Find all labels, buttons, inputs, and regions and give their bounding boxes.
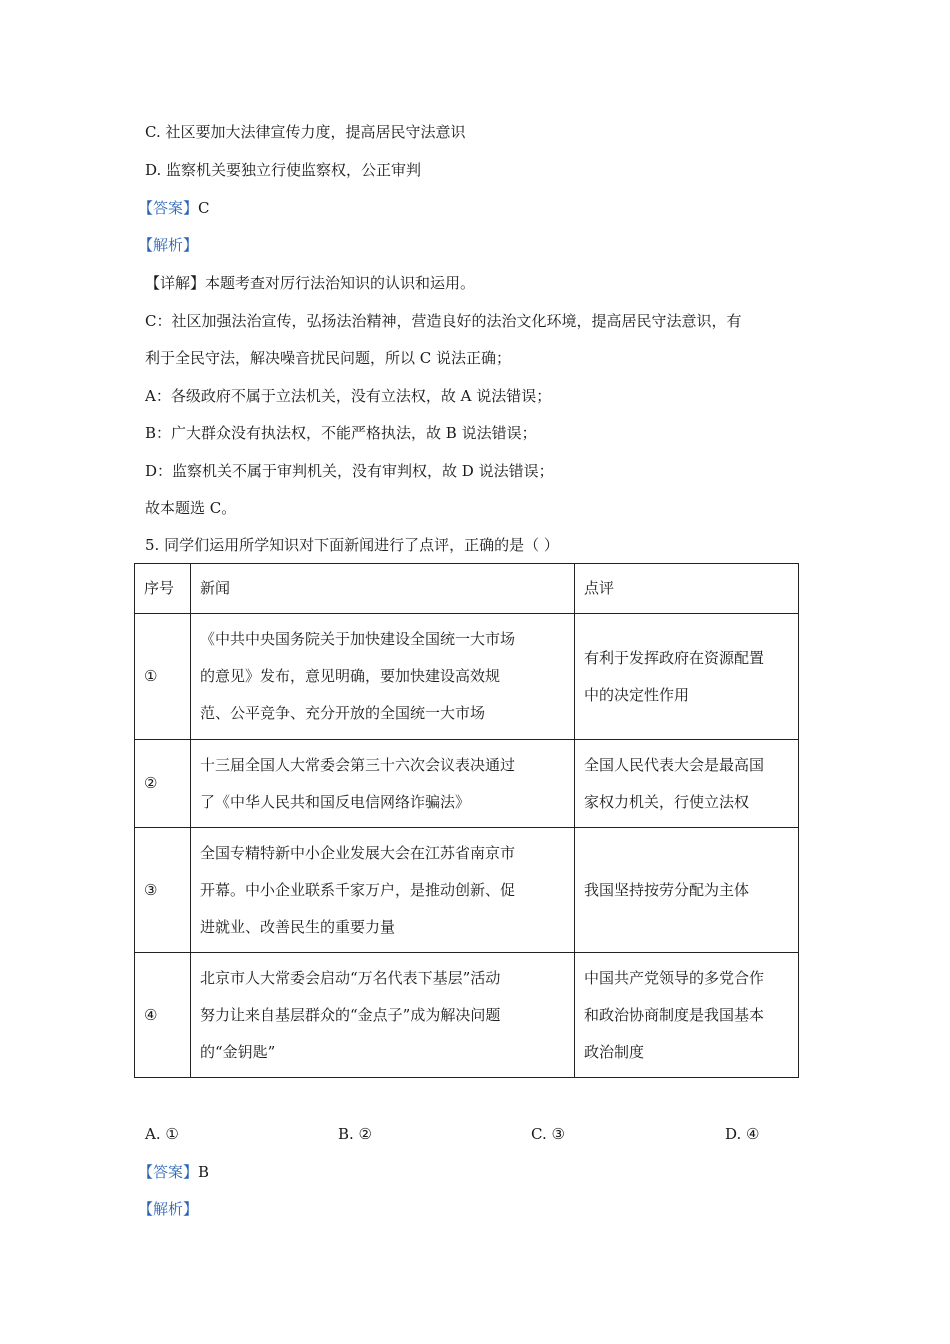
- comment-line: 家权力机关，行使立法权: [584, 792, 750, 811]
- news-line: 范、公平竞争、充分开放的全国统一大市场: [200, 704, 486, 722]
- comment-line: 我国坚持按劳分配为主体: [584, 880, 750, 899]
- table-row: [135, 953, 799, 1078]
- table-row: [135, 828, 799, 953]
- row-news: [191, 614, 575, 740]
- news-line: 进就业、改善民生的重要力量: [200, 917, 396, 936]
- row-number: ②: [135, 740, 191, 828]
- news-line: 了《中华人民共和国反电信网络诈骗法》: [200, 792, 471, 811]
- comment-line: 全国人民代表大会是最高国: [584, 755, 765, 774]
- choice-b: B. ②: [338, 1125, 373, 1143]
- analysis-tag: 【解析】: [138, 236, 199, 254]
- option-d-line: D. 监察机关要独立行使监察权，公正审判: [145, 161, 422, 179]
- detail-line: [145, 272, 475, 294]
- news-line: 十三届全国人大常委会第三十六次会议表决通过: [200, 755, 516, 774]
- explanation-c-line1: C：社区加强法治宣传，弘扬法治精神，营造良好的法治文化环境，提高居民守法意识，有: [145, 312, 742, 330]
- row-news: [191, 740, 575, 828]
- choice-a: A. ①: [145, 1125, 179, 1143]
- news-line: 的“金钥匙”: [200, 1042, 276, 1061]
- comment-line: 中的决定性作用: [584, 685, 690, 704]
- row-number: ①: [135, 614, 191, 740]
- answer-line: [138, 197, 210, 219]
- conclusion-line: 故本题选 C。: [145, 499, 237, 517]
- detail-tag: 【详解】: [145, 274, 206, 292]
- choice-d: D. ④: [725, 1125, 760, 1143]
- table-header-row: [135, 564, 799, 614]
- question-5: 5. 同学们运用所学知识对下面新闻进行了点评，正确的是（ ）: [145, 536, 559, 554]
- answer-tag: 【答案】: [138, 199, 199, 217]
- news-line: 北京市人大常委会启动“万名代表下基层”活动: [200, 968, 501, 987]
- comment-line: 有利于发挥政府在资源配置: [584, 648, 765, 667]
- row-number: ③: [135, 828, 191, 953]
- choice-c: C. ③: [531, 1125, 565, 1143]
- explanation-d-line: D：监察机关不属于审判机关，没有审判权，故 D 说法错误；: [145, 462, 554, 480]
- analysis-tag-2: 【解析】: [138, 1200, 199, 1218]
- header-comment: 点评: [575, 564, 799, 614]
- news-line: 的意见》发布，意见明确，要加快建设高效规: [200, 667, 501, 685]
- table-row: [135, 614, 799, 740]
- option-c-line: C. 社区要加大法律宣传力度，提高居民守法意识: [145, 123, 466, 141]
- comment-line: 政治制度: [584, 1042, 645, 1061]
- news-line: 努力让来自基层群众的“金点子”成为解决问题: [200, 1005, 501, 1024]
- answer-value: C: [198, 199, 210, 217]
- row-comment: [575, 614, 799, 740]
- row-news: [191, 828, 575, 953]
- news-line: 全国专精特新中小企业发展大会在江苏省南京市: [200, 843, 516, 862]
- news-table: [134, 563, 799, 1078]
- row-comment: [575, 953, 799, 1078]
- answer-value: B: [198, 1163, 210, 1181]
- row-number: ④: [135, 953, 191, 1078]
- header-news: 新闻: [191, 564, 575, 614]
- detail-text: 本题考查对厉行法治知识的认识和运用。: [205, 274, 476, 292]
- row-comment: [575, 828, 799, 953]
- news-line: 《中共中央国务院关于加快建设全国统一大市场: [200, 630, 516, 648]
- row-news: [191, 953, 575, 1078]
- answer-line-2: [138, 1161, 209, 1183]
- comment-line: 和政治协商制度是我国基本: [584, 1005, 765, 1024]
- explanation-c-line2: 利于全民守法，解决噪音扰民问题，所以 C 说法正确；: [145, 349, 512, 367]
- explanation-b-line: B：广大群众没有执法权，不能严格执法，故 B 说法错误；: [145, 424, 537, 442]
- answer-tag: 【答案】: [138, 1163, 199, 1181]
- row-comment: [575, 740, 799, 828]
- comment-line: 中国共产党领导的多党合作: [584, 968, 765, 987]
- news-line: 开幕。中小企业联系千家万户，是推动创新、促: [200, 880, 516, 899]
- explanation-a-line: A：各级政府不属于立法机关，没有立法权，故 A 说法错误；: [145, 387, 552, 405]
- table-row: [135, 740, 799, 828]
- header-number: 序号: [135, 564, 191, 614]
